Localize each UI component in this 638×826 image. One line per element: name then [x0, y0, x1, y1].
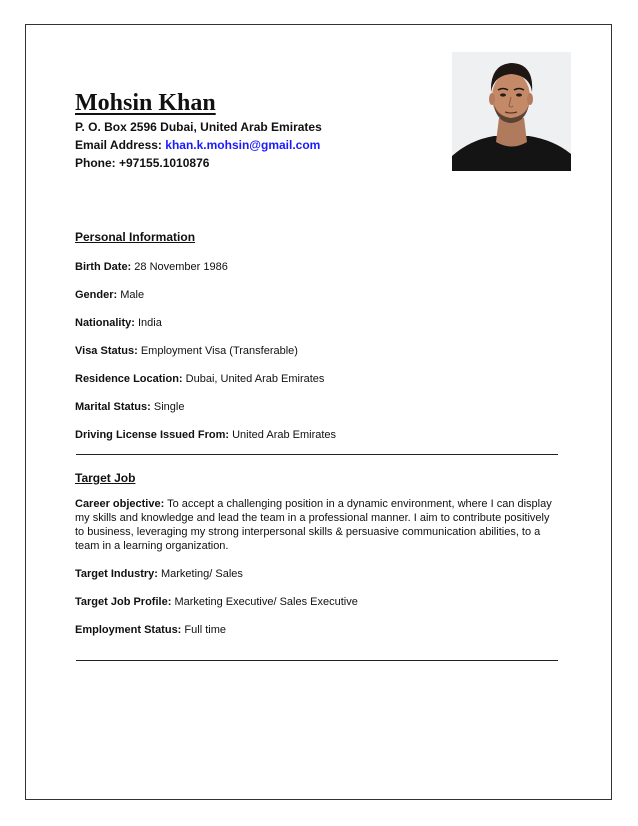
personal-information-heading: Personal Information: [75, 230, 196, 244]
profile-photo: [452, 52, 571, 171]
section-divider: [76, 660, 558, 661]
field-value: India: [137, 317, 162, 329]
visa-status-row: [75, 344, 298, 358]
target-job-heading: Target Job: [75, 471, 136, 485]
driving-license-row: [75, 428, 336, 442]
field-value: United Arab Emirates: [232, 429, 337, 441]
section-divider: [76, 454, 558, 455]
field-label: Employment Status:: [75, 624, 182, 636]
field-label: Target Job Profile:: [75, 596, 172, 608]
target-industry-row: [75, 567, 243, 581]
career-objective-text: To accept a challenging position in a dynamic environment, where I can display my skills and knowledge and lead the team in a professional manner. I aim to contribute positively to business, leveraging my strong interpersonal skills & persuasive communication abilities, to a team in a learning organization.: [75, 498, 552, 552]
birth-date-row: [75, 260, 228, 274]
field-value: Marketing Executive/ Sales Executive: [174, 596, 358, 608]
field-value: Marketing/ Sales: [160, 568, 243, 580]
field-value: Full time: [184, 624, 226, 636]
email-label: Email Address:: [75, 138, 162, 152]
field-label: Birth Date:: [75, 261, 132, 273]
target-job-profile-row: [75, 595, 358, 609]
field-label: Visa Status:: [75, 345, 138, 357]
residence-location-row: [75, 372, 324, 386]
person-portrait-icon: [452, 52, 571, 171]
field-label: Residence Location:: [75, 373, 183, 385]
career-objective: [75, 497, 560, 553]
employment-status-row: [75, 623, 226, 637]
field-value: 28 November 1986: [134, 261, 228, 273]
field-value: Male: [120, 289, 145, 301]
nationality-row: [75, 316, 162, 330]
career-objective-label: Career objective:: [75, 498, 165, 510]
field-label: Target Industry:: [75, 568, 158, 580]
field-value: Single: [153, 401, 185, 413]
email-link[interactable]: khan.k.mohsin@gmail.com: [165, 138, 321, 152]
postal-address: P. O. Box 2596 Dubai, United Arab Emirates: [75, 120, 322, 134]
field-value: Dubai, United Arab Emirates: [185, 373, 325, 385]
field-label: Nationality:: [75, 317, 135, 329]
field-label: Driving License Issued From:: [75, 429, 230, 441]
marital-status-row: [75, 400, 184, 414]
field-value: Employment Visa (Transferable): [140, 345, 298, 357]
gender-row: [75, 288, 144, 302]
phone-line: Phone: +97155.1010876: [75, 156, 210, 170]
candidate-name: Mohsin Khan: [75, 90, 216, 116]
email-line: [75, 137, 320, 153]
field-label: Gender:: [75, 289, 118, 301]
field-label: Marital Status:: [75, 401, 151, 413]
